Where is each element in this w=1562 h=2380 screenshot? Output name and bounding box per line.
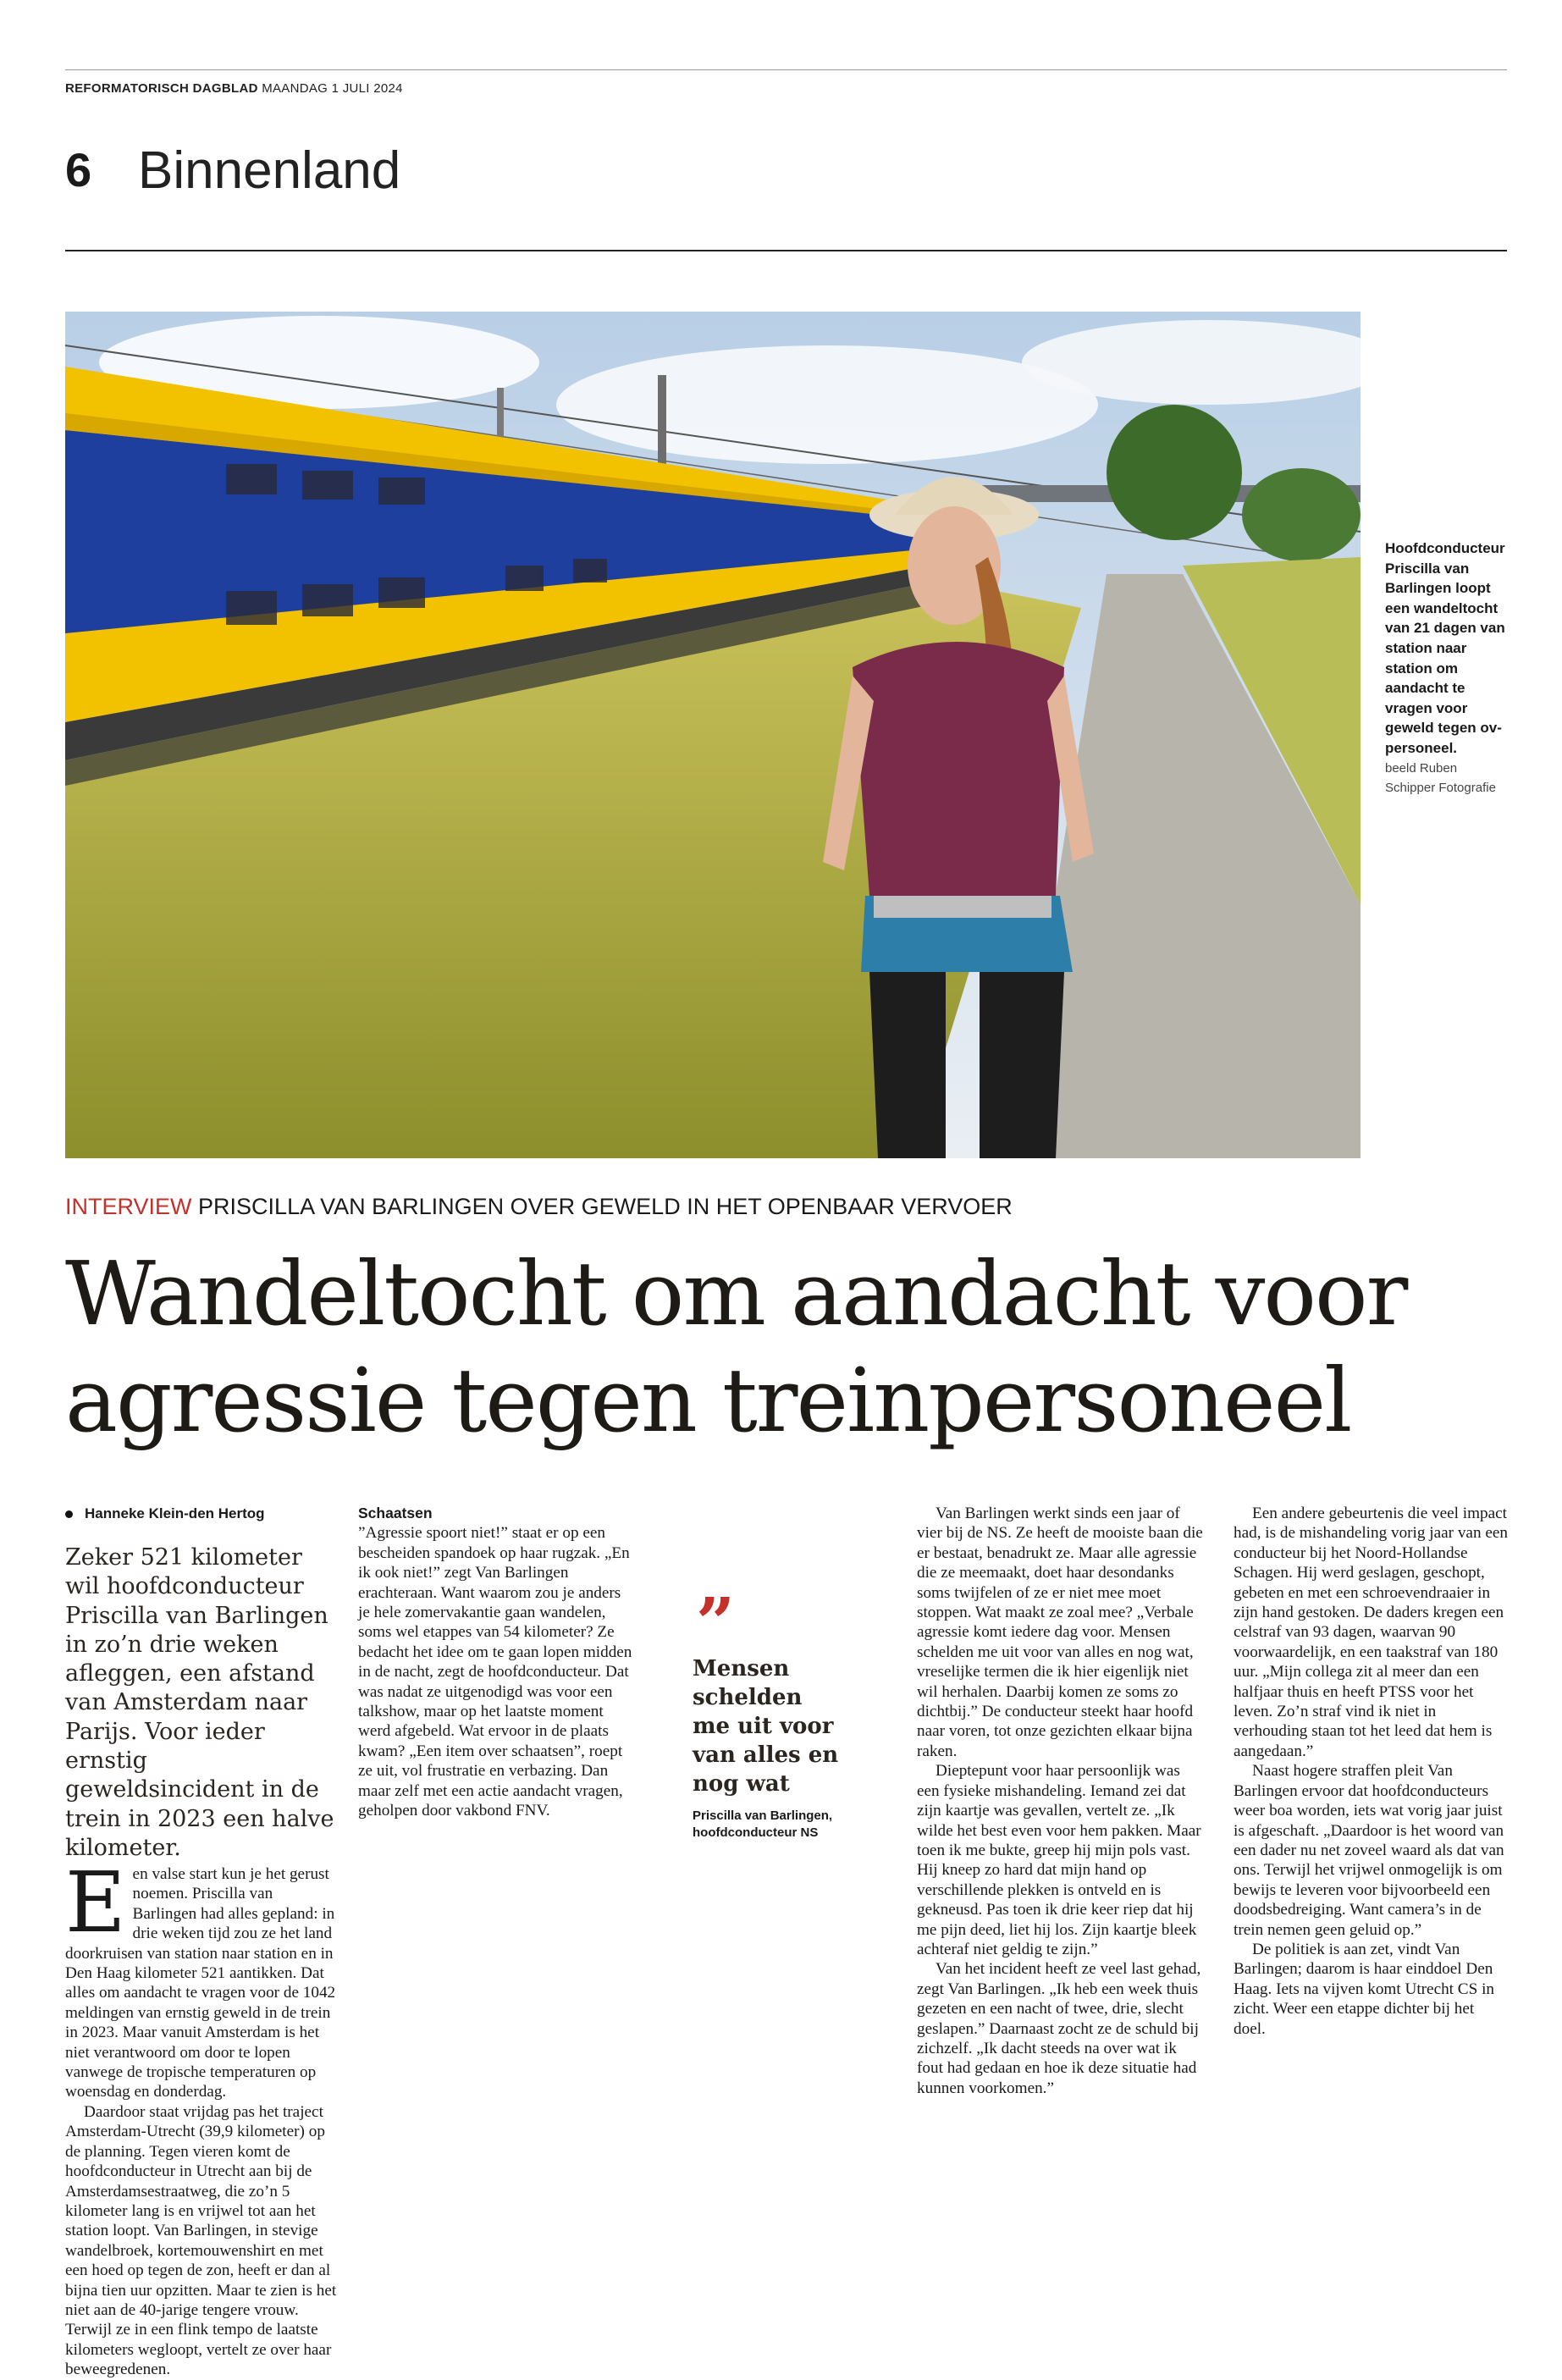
paragraph: Daardoor staat vrijdag pas het traject Amsterdam-Utrecht (39,9 kilometer) op de planning. Tegen vieren komt de hoofdconducteur in Utrecht aan bij de Amsterdamsestraatweg, die zo’n 5 kilometer lang is en vrijwel tot aan het station loopt. Van Barlingen, in stevige wandelbroek, kortemouwenshirt en met een hoed op tegen de zon, heeft er dan al bijna tien uur opzitten. Maar te zien is het niet aan de 40-jarige tengere vrouw. Terwijl ze in een flink tempo de laatste kilometers wegloopt, vertelt ze over haar beweegredenen.: [65, 2102, 337, 2379]
paragraph: Van het incident heeft ze veel last gehad, zegt Van Barlingen. „Ik heb een week thuis gezeten en een nacht of twee, drie, slecht geslapen.” Daarnaast zocht ze de schuld bij zichzelf. „Ik dacht steeds na over wat ik fout had gedaan en hoe ik deze situatie had kunnen voorkomen.”: [917, 1960, 1201, 2097]
photo-illustration: [65, 312, 1361, 1158]
byline: [65, 1505, 265, 1522]
paragraph: De politiek is aan zet, vindt Van Barlingen; daarom is haar einddoel Den Haag. Iets na vijven komt Utrecht CS in zicht. Weer een etappe dichter bij het doel.: [1234, 1940, 1495, 2038]
top-rule: [65, 69, 1507, 70]
kicker-text: PRISCILLA VAN BARLINGEN OVER GEWELD IN HET OPENBAAR VERVOER: [198, 1194, 1013, 1219]
quote-mark-icon: ”: [696, 1582, 736, 1662]
intro-paragraph: Zeker 521 kilometer wil hoofdconducteur Priscilla van Barlingen in zo’n drie weken afleggen, een afstand van Amsterdam naar Parijs. Voor ieder ernstig geweldsincident in de trein in 2023 een halve kilometer.: [65, 1544, 334, 1861]
pull-quote: Mensen schelden me uit voor van alles en nog wat: [693, 1656, 839, 1797]
headline-line-1: Wandeltocht om aandacht voor: [65, 1242, 1407, 1345]
pull-quote-source: Priscilla van Barlingen, hoofdconducteur NS: [693, 1808, 833, 1840]
photo-caption: [1385, 538, 1510, 798]
byline-bullet-icon: [65, 1510, 73, 1518]
section-title: Binnenland: [138, 141, 401, 200]
headline-line-2: agressie tegen treinpersoneel: [65, 1349, 1351, 1452]
column-4: [1234, 1504, 1509, 2039]
column-3: [917, 1504, 1205, 2098]
kicker: [65, 1194, 1013, 1220]
column-1: [65, 1855, 340, 2380]
paragraph: en valse start kun je het gerust noemen. Priscilla van Barlingen had alles gepland: in drie weken tijd zou ze het land doorkruisen van station naar station en in Den Haag kilometer 521 aantikken. Dat alles om aandacht te vragen voor de 1042 meldingen van ernstig geweld in de trein in 2023. Maar vanuit Amsterdam is het niet verantwoord om door te lopen vanwege de tropische temperaturen op woensdag en donderdag.: [65, 1865, 336, 2101]
caption-text: Hoofdconducteur Priscilla van Barlingen loopt een wandeltocht van 21 dagen van station naar station om aandacht te vragen voor geweld tegen ov-personeel.: [1385, 540, 1505, 756]
subhead: Schaatsen: [358, 1505, 433, 1521]
paragraph: Een andere gebeurtenis die veel impact had, is de mishandeling vorig jaar van een conducteur bij het Noord-Hollandse Schagen. Hij werd geslagen, geschopt, gebeten en met een schroevendraaier in zijn hand gestoken. De daders kregen een celstraf van 93 dagen, waarvan 90 voorwaardelijk, en een taakstraf van 180 uur. „Mijn collega zit al meer dan een halfjaar thuis en heeft PTSS voor het leven. Zo’n straf vind ik niet in verhouding staan tot het leed dat hem is aangedaan.”: [1234, 1505, 1508, 1760]
kicker-label: INTERVIEW: [65, 1194, 192, 1219]
column-2: [358, 1504, 633, 1821]
paragraph: ”Agressie spoort niet!” staat er op een bescheiden spandoek op haar rugzak. „En ik ook niet!” zegt Van Barlingen erachteraan. Want waarom zou je anders je hele zomervakantie gaan wandelen, soms wel etappes van 54 kilometer? Ze bedacht het idee om te gaan lopen midden in de nacht, zegt de hoofdconducteur. Dat was nadat ze uitgenodigd was voor een talkshow, maar op het laatste moment werd afgebeld. Wat ervoor in de plaats kwam? „Een item over schaatsen”, roept ze uit, vol frustratie en verbazing. Dan maar zelf met een actie aandacht vragen, geholpen door vakbond FNV.: [358, 1524, 632, 1820]
headline: [65, 1240, 1521, 1454]
issue-date: MAANDAG 1 JULI 2024: [262, 81, 403, 96]
section-rule: [65, 250, 1507, 251]
dropcap: E: [65, 1855, 126, 1952]
photo-credit: beeld Ruben Schipper Fotografie: [1385, 760, 1496, 796]
article-photo: [65, 312, 1361, 1158]
paragraph: Dieptepunt voor haar persoonlijk was een fysieke mishandeling. Iemand zei dat zijn kaartje was gevallen, vertelt ze. „Ik wilde het best even voor hem pakken. Maar toen ik me bukte, greep hij mijn pols vast. Hij kneep zo hard dat mijn hand op verschillende plekken is ontveld en is gekneusd. Pas toen ik drie keer riep dat hij me pijn deed, liet hij los. Zijn kaartje bleek achteraf niet geldig te zijn.”: [917, 1762, 1201, 1958]
newspaper-name: REFORMATORISCH DAGBLAD: [65, 81, 258, 96]
paragraph: Van Barlingen werkt sinds een jaar of vier bij de NS. Ze heeft de mooiste baan die er bestaat, benadrukt ze. Maar alle agressie die ze meemaakt, doet haar desondanks soms twijfelen of ze er niet mee moet stoppen. Wat maakt ze zoal mee? „Verbale agressie komt iedere dag voor. Mensen schelden me uit voor van alles en nog wat, vreselijke termen die ik hier eigenlijk niet wil herhalen. Daarbij komen ze soms zo dichtbij.” De conducteur steekt haar hoofd naar voren, tot onze gezichten elkaar bijna raken.: [917, 1505, 1203, 1760]
masthead: [65, 81, 403, 96]
author-name: Hanneke Klein-den Hertog: [85, 1505, 265, 1521]
paragraph: Naast hogere straffen pleit Van Barlingen ervoor dat hoofdconducteurs weer boa worden, iets wat vorig jaar juist is afgeschaft. „Daardoor is het woord van een dader nu net zoveel waard als dat van ons. Terwijl het vrijwel onmogelijk is om bewijs te leveren voor bijvoorbeeld een doodsbedreiging. Want camera’s in de trein nemen geen geluid op.”: [1234, 1762, 1504, 1939]
page-number: 6: [65, 143, 92, 196]
